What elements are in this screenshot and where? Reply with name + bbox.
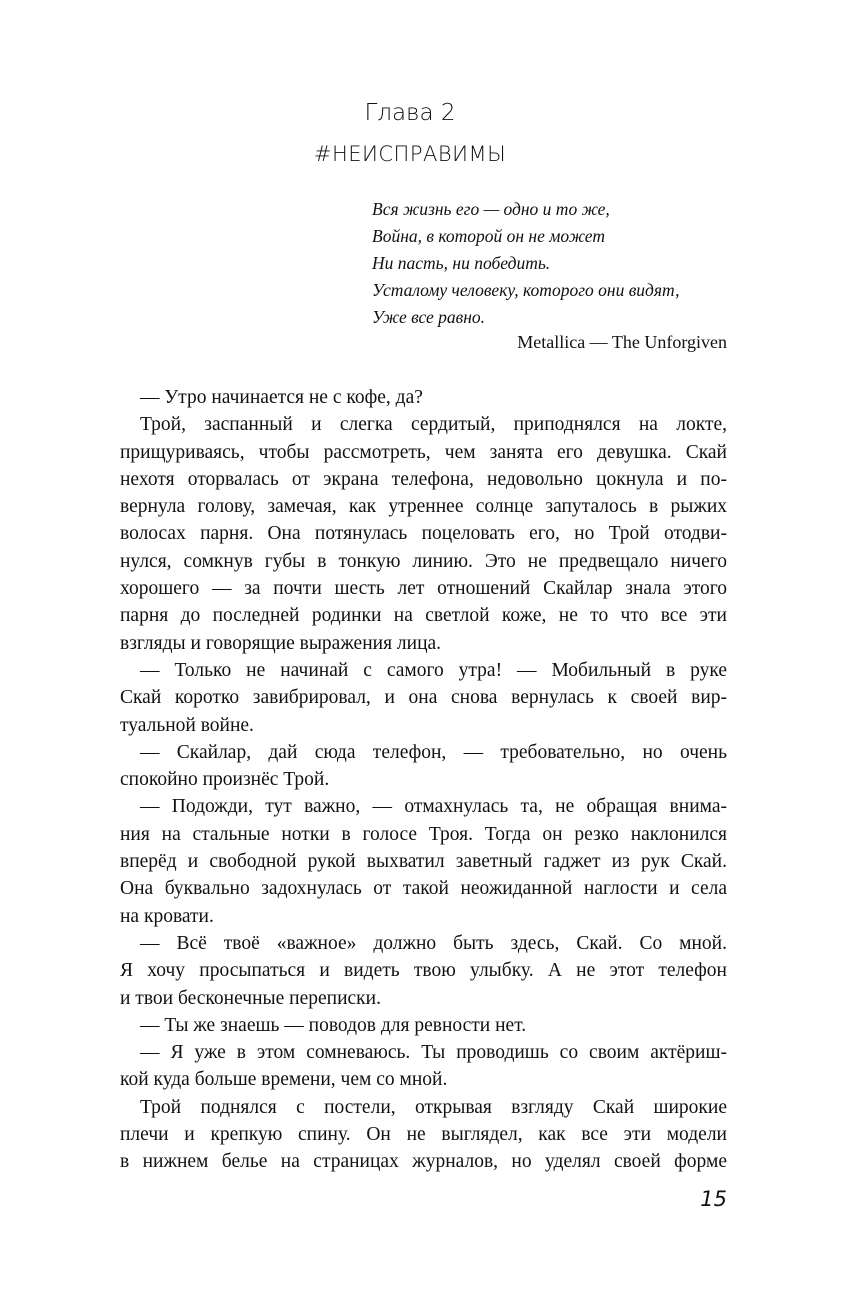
paragraph-line: Трой, заспанный и слегка сердитый, приподнялся на локте, bbox=[140, 414, 727, 436]
paragraph-line: кой куда больше времени, чем со мной. bbox=[120, 1069, 448, 1091]
paragraph-line: Она буквально задохнулась от такой неожиданной наглости и села bbox=[120, 878, 727, 900]
epigraph-line: Усталому человеку, которого они видят, bbox=[372, 280, 680, 300]
paragraph-line: Скай коротко завибрировал, и она снова вернулась к своей вир- bbox=[120, 687, 727, 709]
paragraph-line: нулся, сомкнув губы в тонкую линию. Это не предвещало ничего bbox=[120, 550, 727, 572]
paragraph-line: в нижнем белье на страницах журналов, но уделял своей форме bbox=[120, 1151, 727, 1173]
paragraph-line: плечи и крепкую спину. Он не выглядел, как все эти модели bbox=[120, 1124, 727, 1146]
paragraph-line: — Я уже в этом сомневаюсь. Ты проводишь со своим актёриш- bbox=[140, 1042, 727, 1064]
epigraph-line: Ни пасть, ни победить. bbox=[372, 253, 551, 273]
paragraph-line: вперёд и свободной рукой выхватил заветный гаджет из рук Скай. bbox=[120, 851, 727, 873]
epigraph bbox=[372, 196, 679, 331]
paragraph-line: Я хочу просыпаться и видеть твою улыбку. А не этот телефон bbox=[120, 960, 727, 982]
paragraph-line: ния на стальные нотки в голосе Троя. Тогда он резко наклонился bbox=[120, 823, 727, 845]
paragraph-line: нехотя оторвалась от экрана телефона, недовольно цокнула и по- bbox=[120, 468, 727, 490]
epigraph-line: Уже все равно. bbox=[372, 307, 486, 327]
paragraph-line: — Утро начинается не с кофе, да? bbox=[140, 387, 423, 408]
body-text bbox=[120, 384, 727, 1176]
paragraph-line: взгляды и говорящие выражения лица. bbox=[120, 632, 442, 654]
paragraph-line: хорошего — за почти шесть лет отношений Скайлар знала этого bbox=[120, 578, 727, 600]
paragraph-line: — Ты же знаешь — поводов для ревности нет. bbox=[140, 1014, 527, 1036]
chapter-title: #НЕИСПРАВИМЫ bbox=[313, 142, 507, 166]
paragraph-line: спокойно произнёс Трой. bbox=[120, 769, 330, 791]
paragraph-line: вернула голову, замечая, как утреннее солнце запуталось в рыжих bbox=[120, 496, 727, 518]
epigraph-line: Вся жизнь его — одно и то же, bbox=[372, 199, 610, 219]
paragraph-line: — Всё твоё «важное» должно быть здесь, Скай. Со мной. bbox=[140, 932, 727, 954]
paragraph-line: — Скайлар, дай сюда телефон, — требовательно, но очень bbox=[140, 741, 727, 763]
paragraph-line: туальной войне. bbox=[120, 714, 254, 736]
paragraph-line: Трой поднялся с постели, открывая взгляду Скай широкие bbox=[140, 1096, 727, 1118]
paragraph-line: на кровати. bbox=[120, 905, 214, 927]
paragraph-line: и твои бесконечные переписки. bbox=[120, 987, 381, 1009]
paragraph-line: прищуриваясь, чтобы рассмотреть, чем занята его девушка. Скай bbox=[120, 441, 727, 463]
paragraph-line: парня до последней родинки на светлой коже, не то что все эти bbox=[120, 605, 727, 627]
page-number: 15 bbox=[700, 1187, 727, 1211]
paragraph-line: — Только не начинай с самого утра! — Мобильный в руке bbox=[140, 659, 727, 681]
epigraph-attribution: Metallica — The Unforgiven bbox=[517, 332, 727, 352]
paragraph-line: — Подожди, тут важно, — отмахнулась та, не обращая внима- bbox=[140, 796, 727, 818]
paragraph-line: волосах парня. Она потянулась поцеловать его, но Трой отодви- bbox=[120, 523, 727, 545]
epigraph-line: Война, в которой он не может bbox=[372, 226, 605, 246]
chapter-number: Глава 2 bbox=[364, 100, 456, 126]
